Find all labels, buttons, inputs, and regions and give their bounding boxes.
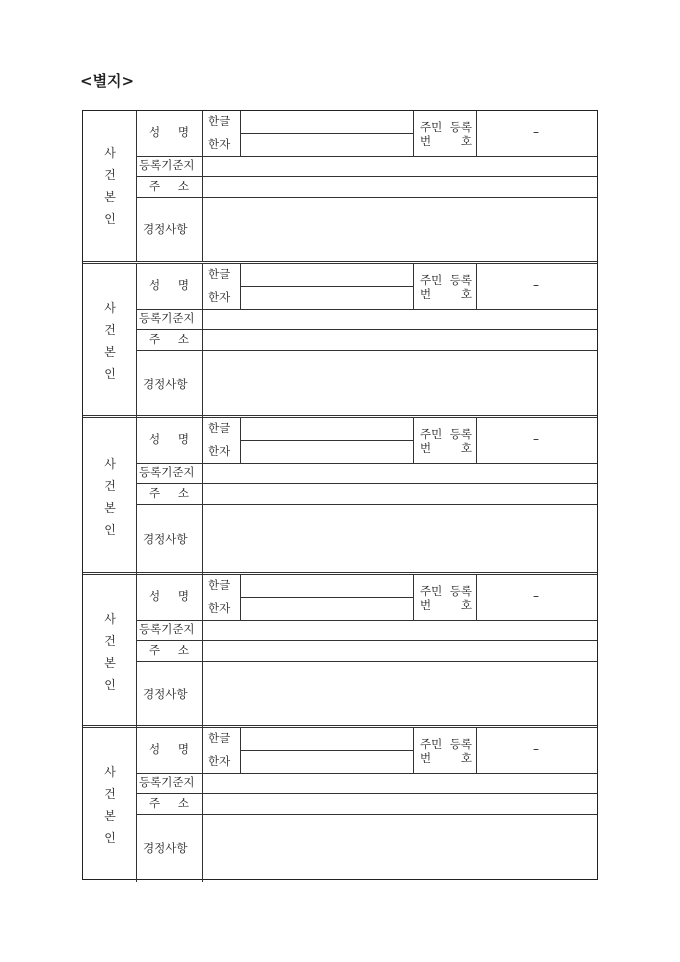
correction-form	[82, 110, 598, 880]
hanja-name-field[interactable]	[241, 598, 412, 619]
side-label-char: 본	[104, 500, 116, 515]
side-label-char: 건	[104, 787, 116, 801]
side-label-char: 사	[104, 611, 116, 626]
address-field[interactable]	[203, 484, 597, 504]
side-label-char: 건	[104, 168, 116, 182]
hanja-label: 한자	[208, 137, 231, 151]
registry-label: 등록기준지	[139, 465, 195, 479]
address-label: 주 소	[149, 179, 189, 193]
rrn-label: 주민 등록 번 호	[420, 120, 472, 148]
remarks-field[interactable]	[203, 351, 597, 416]
remarks-label: 경정사항	[143, 221, 188, 236]
side-label-char: 사	[104, 765, 116, 779]
registry-label: 등록기준지	[139, 311, 195, 325]
side-label	[83, 608, 137, 696]
hangul-label: 한글	[208, 114, 231, 128]
person-section-1	[83, 111, 597, 261]
hanja-name-field[interactable]	[241, 441, 412, 462]
hanja-label: 한자	[208, 444, 231, 458]
rrn-label: 주민 등록 번 호	[420, 584, 472, 612]
rrn-field[interactable]: –	[533, 125, 539, 139]
remarks-label: 경정사항	[143, 840, 188, 855]
address-label: 주 소	[149, 796, 189, 810]
hanja-label: 한자	[208, 754, 231, 768]
page-title: <별지>	[80, 72, 135, 90]
address-field[interactable]	[203, 330, 597, 350]
hanja-name-field[interactable]	[241, 287, 412, 308]
person-section-3	[83, 415, 597, 575]
hanja-label: 한자	[208, 290, 231, 304]
remarks-label: 경정사항	[143, 376, 188, 391]
hangul-label: 한글	[208, 578, 231, 592]
hangul-name-field[interactable]	[241, 729, 412, 749]
registry-field[interactable]	[203, 774, 597, 793]
side-label-char: 건	[104, 323, 116, 337]
hangul-label: 한글	[208, 267, 231, 281]
side-label-char: 인	[104, 831, 116, 845]
side-label-char: 본	[104, 809, 116, 823]
hangul-name-field[interactable]	[241, 112, 412, 132]
hangul-name-field[interactable]	[241, 419, 412, 439]
remarks-field[interactable]	[203, 662, 597, 726]
side-label-char: 인	[104, 522, 116, 537]
side-label-char: 본	[104, 190, 116, 204]
person-section-4	[83, 572, 597, 728]
hanja-name-field[interactable]	[241, 751, 412, 772]
rrn-field[interactable]: –	[533, 589, 539, 603]
side-label	[83, 453, 137, 541]
side-label-char: 건	[104, 478, 116, 493]
registry-label: 등록기준지	[139, 158, 195, 172]
registry-field[interactable]	[203, 464, 597, 483]
side-label-char: 인	[104, 212, 116, 226]
side-label	[83, 142, 137, 230]
side-label-char: 본	[104, 345, 116, 359]
registry-field[interactable]	[203, 310, 597, 329]
hangul-label: 한글	[208, 731, 231, 745]
name-label: 성 명	[149, 278, 189, 292]
address-field[interactable]	[203, 794, 597, 814]
side-label-char: 인	[104, 367, 116, 381]
address-field[interactable]	[203, 641, 597, 661]
address-label: 주 소	[149, 643, 189, 657]
rrn-label: 주민 등록 번 호	[420, 427, 472, 455]
rrn-label: 주민 등록 번 호	[420, 273, 472, 301]
person-section-5	[83, 725, 597, 882]
address-field[interactable]	[203, 177, 597, 197]
hangul-name-field[interactable]	[241, 265, 412, 285]
address-label: 주 소	[149, 332, 189, 346]
remarks-field[interactable]	[203, 815, 597, 880]
side-label-char: 본	[104, 655, 116, 670]
person-section-2	[83, 261, 597, 418]
registry-label: 등록기준지	[139, 775, 195, 789]
rrn-field[interactable]: –	[533, 278, 539, 292]
hangul-label: 한글	[208, 421, 231, 435]
registry-field[interactable]	[203, 157, 597, 176]
side-label	[83, 297, 137, 385]
hanja-label: 한자	[208, 601, 231, 615]
remarks-label: 경정사항	[143, 532, 188, 546]
side-label-char: 사	[104, 301, 116, 315]
hangul-name-field[interactable]	[241, 576, 412, 596]
remarks-field[interactable]	[203, 198, 597, 259]
rrn-field[interactable]: –	[533, 742, 539, 756]
hanja-name-field[interactable]	[241, 134, 412, 155]
remarks-label: 경정사항	[143, 687, 188, 701]
side-label	[83, 761, 137, 849]
name-label: 성 명	[149, 432, 189, 446]
registry-field[interactable]	[203, 621, 597, 640]
side-label-char: 사	[104, 146, 116, 160]
rrn-label: 주민 등록 번 호	[420, 737, 472, 765]
name-label: 성 명	[149, 742, 189, 756]
side-label-char: 건	[104, 633, 116, 648]
remarks-field[interactable]	[203, 505, 597, 573]
side-label-char: 사	[104, 456, 116, 471]
name-label: 성 명	[149, 125, 189, 139]
address-label: 주 소	[149, 486, 189, 500]
registry-label: 등록기준지	[139, 622, 195, 636]
side-label-char: 인	[104, 677, 116, 692]
name-label: 성 명	[149, 589, 189, 603]
rrn-field[interactable]: –	[533, 432, 539, 446]
